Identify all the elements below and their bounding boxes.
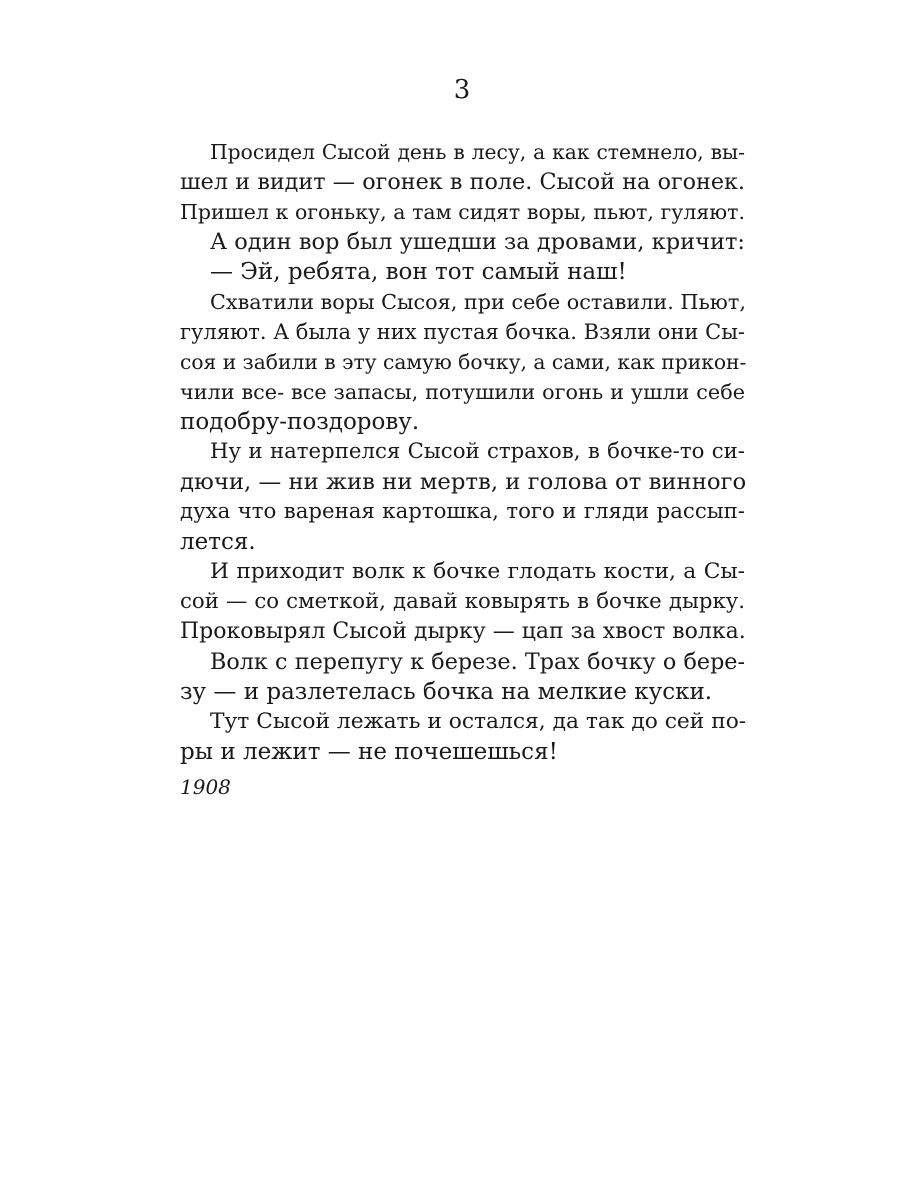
text-line: Волк с перепугу к березе. Трах бочку о бере- [210, 649, 745, 675]
text-line: Схватили воры Сысоя, при себе оставили. Пьют, [210, 290, 746, 314]
text-line: Тут Сысой лежать и остался, да так до сей по- [210, 709, 747, 734]
text-line: чили все- все запасы, потушили огонь и ушли себе [180, 380, 745, 404]
text-line: подобру-поздорову. [180, 409, 420, 435]
text-line: Пришел к огоньку, а там сидят воры, пьют, гуляют. [180, 200, 745, 224]
text-line: гуляют. А была у них пустая бочка. Взяли они Сы- [180, 320, 745, 344]
text-line: — Эй, ребята, вон тот самый наш! [210, 259, 627, 285]
text-line: ры и лежит — не почешешься! [180, 739, 558, 765]
text-line: соя и забили в эту самую бочку, а сами, как прикон- [180, 350, 747, 374]
text-line: зу — и разлетелась бочка на мелкие куски. [180, 679, 713, 705]
text-line: лется. [180, 529, 256, 555]
text-line: И приходит волк к бочке глодать кости, а Сы- [210, 559, 745, 584]
text-line: Ну и натерпелся Сысой страхов, в бочке-то си- [210, 439, 745, 464]
text-line: Просидел Сысой день в лесу, а как стемнело, вы- [210, 140, 745, 164]
text-line: сой — со сметкой, давай ковырять в бочке дырку. [180, 589, 745, 614]
text-line: Проковырял Сысой дырку — цап за хвост волка. [180, 619, 746, 644]
year-date: 1908 [180, 775, 231, 799]
text-line: шел и видит — огонек в поле. Сысой на огонек. [180, 169, 745, 195]
text-line: дючи, — ни жив ни мертв, и голова от винного [180, 469, 747, 495]
text-line: А один вор был ушедши за дровами, кричит: [210, 229, 745, 255]
chapter-number: 3 [453, 75, 471, 105]
text-line: духа что вареная картошка, того и гляди рассып- [180, 499, 745, 524]
